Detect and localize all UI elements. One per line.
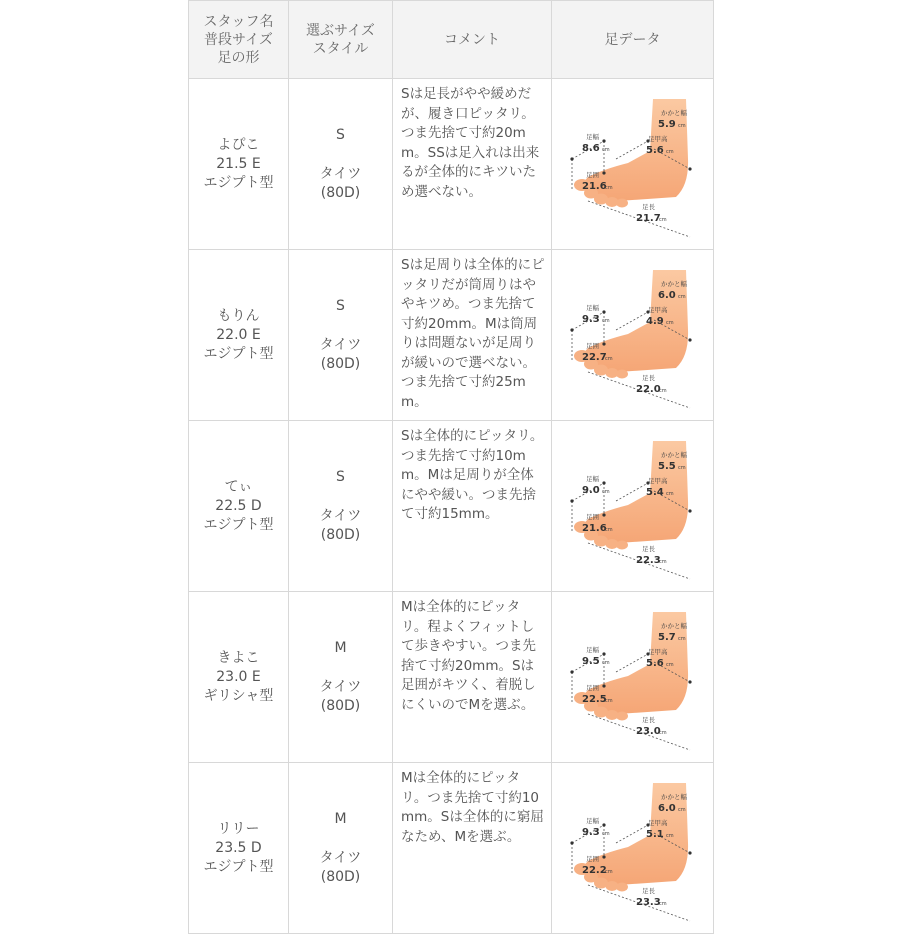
table-row xyxy=(189,421,714,592)
unit-girth: cm xyxy=(604,527,613,533)
style-denier: (80D) xyxy=(320,355,361,372)
chosen-size: M xyxy=(334,639,347,656)
unit-width: cm xyxy=(601,489,610,495)
label-instep: 足甲高 xyxy=(647,648,667,656)
style-denier: (80D) xyxy=(320,184,361,201)
value-length: 21.7 xyxy=(635,213,661,224)
style-name: タイツ xyxy=(319,849,362,866)
unit-girth: cm xyxy=(604,869,613,875)
value-instep: 5.4 xyxy=(645,487,664,498)
staff-cell xyxy=(189,250,289,421)
label-width: 足幅 xyxy=(585,817,599,825)
value-width: 9.5 xyxy=(581,656,600,667)
staff-cell xyxy=(189,763,289,934)
staff-foot-shape: エジプト型 xyxy=(203,174,274,191)
table-row xyxy=(189,250,714,421)
value-width: 9.0 xyxy=(581,485,600,496)
toe-shape xyxy=(616,712,628,721)
foot-data-cell xyxy=(552,421,714,592)
staff-name: よぴこ xyxy=(217,136,260,153)
staff-foot-shape: エジプト型 xyxy=(203,345,274,362)
foot-diagram xyxy=(558,602,708,752)
style-cell xyxy=(289,421,393,592)
unit-instep: cm xyxy=(665,662,674,668)
value-girth: 21.6 xyxy=(581,523,607,534)
foot-diagram xyxy=(558,89,708,239)
header-foot-data: 足データ xyxy=(552,1,714,79)
value-heel: 5.7 xyxy=(657,632,676,643)
toe-shape xyxy=(616,883,628,892)
unit-width: cm xyxy=(601,147,610,153)
staff-name: リリー xyxy=(217,820,260,837)
unit-girth: cm xyxy=(604,698,613,704)
foot-data-cell xyxy=(552,763,714,934)
header-size-style xyxy=(289,1,393,79)
foot-data-cell xyxy=(552,250,714,421)
label-instep: 足甲高 xyxy=(647,306,667,314)
foot-diagram xyxy=(558,431,708,581)
unit-width: cm xyxy=(601,831,610,837)
label-length: 足長 xyxy=(641,716,655,724)
value-instep: 5.6 xyxy=(645,658,664,669)
value-length: 22.0 xyxy=(635,384,661,395)
staff-foot-shape: エジプト型 xyxy=(203,858,274,875)
header-usual-size: 普段サイズ xyxy=(204,31,273,48)
staff-usual-size: 22.5 D xyxy=(215,497,262,514)
foot-data-cell xyxy=(552,592,714,763)
foot-diagram xyxy=(558,260,708,410)
unit-instep: cm xyxy=(665,149,674,155)
value-girth: 22.7 xyxy=(581,352,607,363)
style-cell xyxy=(289,592,393,763)
comment-cell: Sは足周りは全体的にピッタリだが筒周りはややキツめ。つま先捨て寸約20mm。Mは筒周りは問題ないが足周りが緩いので選べない。つま先捨て寸約25mm。 xyxy=(393,250,552,421)
label-heel: かかと幅 xyxy=(660,793,687,801)
table-row xyxy=(189,79,714,250)
value-length: 23.0 xyxy=(635,726,661,737)
label-heel: かかと幅 xyxy=(660,451,687,459)
staff-foot-shape: ギリシャ型 xyxy=(203,687,274,704)
style-cell xyxy=(289,250,393,421)
unit-girth: cm xyxy=(604,356,613,362)
toe-shape xyxy=(616,541,628,550)
unit-length: cm xyxy=(658,217,667,223)
label-width: 足幅 xyxy=(585,475,599,483)
header-style: スタイル xyxy=(312,40,369,57)
staff-usual-size: 23.5 D xyxy=(215,839,262,856)
staff-cell xyxy=(189,421,289,592)
style-name: タイツ xyxy=(319,165,362,182)
staff-cell xyxy=(189,592,289,763)
staff-name: もりん xyxy=(217,307,260,324)
value-girth: 22.5 xyxy=(581,694,607,705)
staff-cell xyxy=(189,79,289,250)
comment-cell: Sは足長がやや緩めだが、履き口ピッタリ。つま先捨て寸約20mm。SSは足入れは出来るが全体的にキツいため選べない。 xyxy=(393,79,552,250)
label-girth: 足囲 xyxy=(585,171,599,179)
unit-girth: cm xyxy=(604,185,613,191)
unit-length: cm xyxy=(658,730,667,736)
label-length: 足長 xyxy=(641,545,655,553)
unit-heel: cm xyxy=(677,465,686,471)
label-width: 足幅 xyxy=(585,646,599,654)
style-name: タイツ xyxy=(319,336,362,353)
unit-instep: cm xyxy=(665,833,674,839)
chosen-size: S xyxy=(336,468,345,485)
unit-instep: cm xyxy=(665,491,674,497)
label-length: 足長 xyxy=(641,887,655,895)
foot-diagram xyxy=(558,773,708,923)
staff-usual-size: 22.0 E xyxy=(216,326,261,343)
unit-instep: cm xyxy=(665,320,674,326)
unit-width: cm xyxy=(601,660,610,666)
label-instep: 足甲高 xyxy=(647,819,667,827)
toe-shape xyxy=(616,199,628,208)
label-girth: 足囲 xyxy=(585,684,599,692)
chosen-size: S xyxy=(336,126,345,143)
staff-foot-shape: エジプト型 xyxy=(203,516,274,533)
comment-cell: Mは全体的にピッタリ。つま先捨て寸約10mm。Sは全体的に窮屈なため、Mを選ぶ。 xyxy=(393,763,552,934)
staff-usual-size: 23.0 E xyxy=(216,668,261,685)
value-girth: 21.6 xyxy=(581,181,607,192)
unit-length: cm xyxy=(658,388,667,394)
chosen-size: S xyxy=(336,297,345,314)
table-header-row xyxy=(189,1,714,79)
label-heel: かかと幅 xyxy=(660,622,687,630)
style-denier: (80D) xyxy=(320,697,361,714)
value-length: 22.3 xyxy=(635,555,661,566)
value-girth: 22.2 xyxy=(581,865,607,876)
header-foot-shape: 足の形 xyxy=(217,49,260,66)
label-width: 足幅 xyxy=(585,133,599,141)
header-staff xyxy=(189,1,289,79)
value-heel: 6.0 xyxy=(657,290,676,301)
header-comment: コメント xyxy=(393,1,552,79)
foot-data-cell xyxy=(552,79,714,250)
label-heel: かかと幅 xyxy=(660,109,687,117)
unit-heel: cm xyxy=(677,294,686,300)
unit-width: cm xyxy=(601,318,610,324)
unit-heel: cm xyxy=(677,123,686,129)
value-width: 8.6 xyxy=(581,143,600,154)
label-girth: 足囲 xyxy=(585,855,599,863)
style-cell xyxy=(289,79,393,250)
label-heel: かかと幅 xyxy=(660,280,687,288)
style-name: タイツ xyxy=(319,678,362,695)
staff-name: てぃ xyxy=(224,478,253,495)
staff-name: きよこ xyxy=(217,649,260,666)
label-girth: 足囲 xyxy=(585,342,599,350)
unit-length: cm xyxy=(658,559,667,565)
style-denier: (80D) xyxy=(320,868,361,885)
value-heel: 5.5 xyxy=(657,461,676,472)
unit-heel: cm xyxy=(677,636,686,642)
label-width: 足幅 xyxy=(585,304,599,312)
chosen-size: M xyxy=(334,810,347,827)
value-instep: 4.9 xyxy=(645,316,664,327)
table-row xyxy=(189,763,714,934)
staff-fit-table xyxy=(188,0,714,934)
comment-cell: Mは全体的にピッタリ。程よくフィットして歩きやすい。つま先捨て寸約20mm。Sは足囲がキツく、着脱しにくいのでMを選ぶ。 xyxy=(393,592,552,763)
style-cell xyxy=(289,763,393,934)
table-row xyxy=(189,592,714,763)
unit-length: cm xyxy=(658,901,667,907)
staff-usual-size: 21.5 E xyxy=(216,155,261,172)
value-instep: 5.1 xyxy=(645,829,664,840)
label-girth: 足囲 xyxy=(585,513,599,521)
header-chosen-size: 選ぶサイズ xyxy=(306,22,375,39)
value-length: 23.3 xyxy=(635,897,661,908)
label-instep: 足甲高 xyxy=(647,135,667,143)
style-denier: (80D) xyxy=(320,526,361,543)
value-width: 9.3 xyxy=(581,827,600,838)
value-heel: 5.9 xyxy=(657,119,676,130)
comment-cell: Sは全体的にピッタリ。つま先捨て寸約10mm。Mは足周りが全体にやや緩い。つま先捨て寸約15mm。 xyxy=(393,421,552,592)
toe-shape xyxy=(616,370,628,379)
header-staff-name: スタッフ名 xyxy=(203,13,274,30)
label-length: 足長 xyxy=(641,374,655,382)
style-name: タイツ xyxy=(319,507,362,524)
value-width: 9.3 xyxy=(581,314,600,325)
value-instep: 5.6 xyxy=(645,145,664,156)
label-instep: 足甲高 xyxy=(647,477,667,485)
value-heel: 6.0 xyxy=(657,803,676,814)
unit-heel: cm xyxy=(677,807,686,813)
label-length: 足長 xyxy=(641,203,655,211)
